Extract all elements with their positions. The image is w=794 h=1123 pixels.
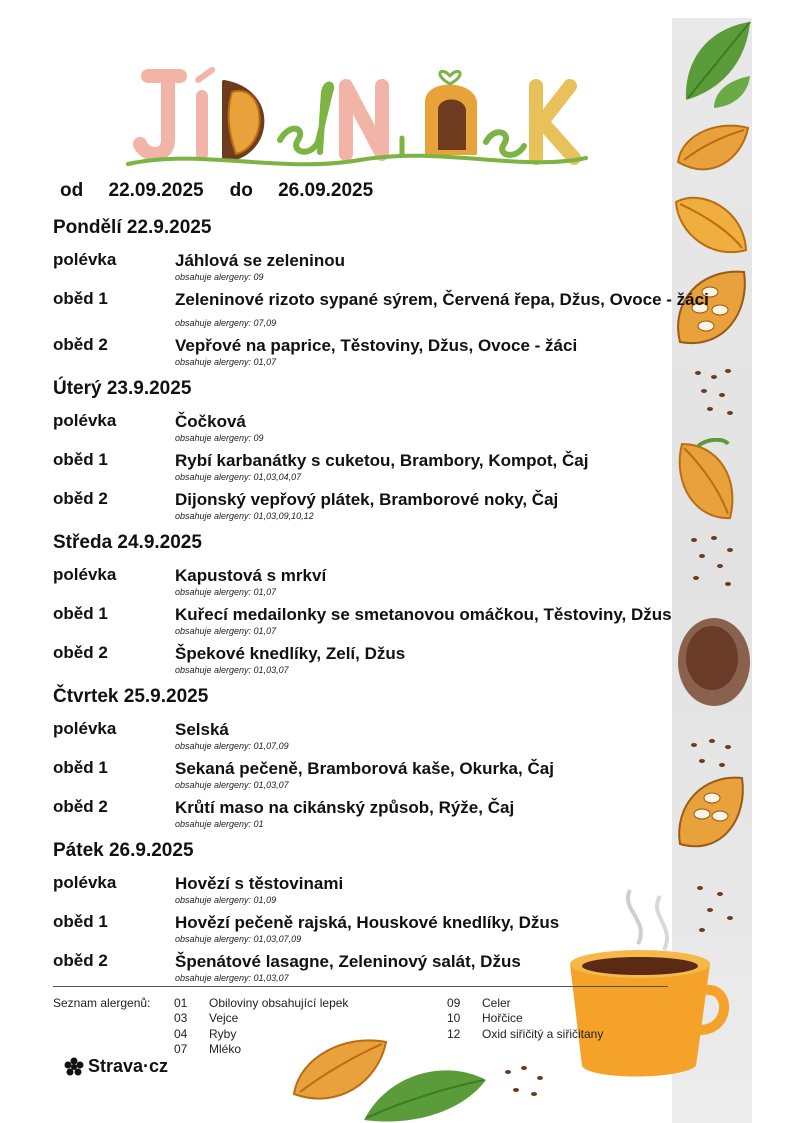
meal-allergens: obsahuje alergeny: 09 (175, 272, 264, 282)
date-to-label: do (229, 180, 253, 201)
strava-brand (64, 1056, 168, 1077)
allergen-name: Mléko (209, 1042, 242, 1056)
meal-type: oběd 2 (53, 951, 108, 970)
meal-body (175, 489, 753, 521)
meal-row (53, 411, 753, 443)
meal-allergens: obsahuje alergeny: 01,03,09,10,12 (175, 511, 314, 521)
meal-name: Jáhlová se zeleninou (175, 251, 346, 270)
decoration-beans-icon (500, 1062, 550, 1102)
meal-allergens: obsahuje alergeny: 01,07 (175, 626, 277, 636)
day-title: Úterý 23.9.2025 (53, 378, 192, 399)
allergen-code: 07 (174, 1042, 188, 1056)
allergen-code: 03 (174, 1011, 188, 1025)
meal-type: oběd 1 (53, 758, 108, 777)
meal-type: oběd 1 (53, 289, 108, 308)
meal-body (175, 565, 753, 597)
meal-type: polévka (53, 250, 117, 269)
meal-allergens: obsahuje alergeny: 01,07 (175, 587, 277, 597)
allergen-name: Ryby (209, 1027, 237, 1041)
day-section (53, 685, 753, 829)
allergen-code: 04 (174, 1027, 188, 1041)
allergen-legend-label: Seznam alergenů: (53, 996, 151, 1010)
day-title: Středa 24.9.2025 (53, 532, 202, 553)
meal-row (53, 951, 753, 983)
allergen-legend-item (174, 1011, 238, 1025)
meal-row (53, 643, 753, 675)
meal-name: Špenátové lasagne, Zeleninový salát, Džus (175, 952, 521, 971)
allergen-legend-item (447, 1011, 523, 1025)
meal-name: Krůtí maso na cikánský způsob, Rýže, Čaj (175, 798, 515, 817)
meal-type: oběd 2 (53, 489, 108, 508)
meal-type: oběd 1 (53, 604, 108, 623)
allergen-name: Obiloviny obsahující lepek (209, 996, 349, 1010)
allergen-name: Oxid siřičitý a siřičitany (482, 1027, 604, 1041)
allergen-name: Celer (482, 996, 511, 1010)
meal-body (175, 604, 753, 636)
meal-row (53, 289, 753, 328)
date-from: 22.09.2025 (108, 180, 204, 201)
allergen-name: Hořčice (482, 1011, 523, 1025)
meal-row (53, 604, 753, 636)
date-to: 26.09.2025 (278, 180, 374, 201)
allergen-legend-item (174, 1042, 241, 1056)
meal-allergens: obsahuje alergeny: 01,03,07 (175, 665, 289, 675)
meal-allergens: obsahuje alergeny: 01,09 (175, 895, 277, 905)
meal-type: oběd 1 (53, 912, 108, 931)
brand-name: Strava·cz (88, 1056, 169, 1076)
meal-row (53, 758, 753, 790)
meal-body (175, 411, 753, 443)
meal-type: polévka (53, 873, 117, 892)
meal-body (175, 335, 753, 367)
meal-name: Čočková (175, 412, 246, 431)
meal-allergens: obsahuje alergeny: 01 (175, 819, 264, 829)
meal-body (175, 643, 753, 675)
meal-name: Vepřové na paprice, Těstoviny, Džus, Ovoce - žáci (175, 336, 578, 355)
meal-body (175, 758, 753, 790)
meal-type: oběd 2 (53, 643, 108, 662)
meal-name: Sekaná pečeně, Bramborová kaše, Okurka, Čaj (175, 759, 554, 778)
meal-name: Špekové knedlíky, Zelí, Džus (175, 644, 406, 663)
menu-list (53, 216, 753, 993)
menu-title-logo (120, 62, 590, 182)
day-section (53, 531, 753, 675)
meal-type: oběd 1 (53, 450, 108, 469)
meal-name: Kapustová s mrkví (175, 566, 327, 585)
meal-body (175, 873, 753, 905)
meal-body (175, 250, 753, 282)
meal-allergens: obsahuje alergeny: 01,03,04,07 (175, 472, 302, 482)
meal-allergens: obsahuje alergeny: 09 (175, 433, 264, 443)
allergen-legend-item (447, 996, 511, 1010)
meal-row (53, 250, 753, 282)
allergen-code: 12 (447, 1027, 461, 1041)
allergen-legend-item (447, 1027, 603, 1041)
meal-name: Kuřecí medailonky se smetanovou omáčkou, Těstoviny, Džus (175, 605, 672, 624)
allergen-code: 01 (174, 996, 188, 1010)
meal-row (53, 873, 753, 905)
meal-name: Hovězí pečeně rajská, Houskové knedlíky, Džus (175, 913, 560, 932)
decoration-leaf-icon (710, 72, 752, 112)
meal-allergens: obsahuje alergeny: 01,03,07,09 (175, 934, 302, 944)
allergen-code: 09 (447, 996, 461, 1010)
meal-type: oběd 2 (53, 797, 108, 816)
meal-name: Selská (175, 720, 229, 739)
date-range (60, 180, 393, 202)
divider (53, 986, 668, 987)
meal-allergens: obsahuje alergeny: 07,09 (175, 318, 277, 328)
day-title: Pátek 26.9.2025 (53, 840, 194, 861)
day-section (53, 839, 753, 983)
meal-allergens: obsahuje alergeny: 01,07,09 (175, 741, 289, 751)
meal-row (53, 797, 753, 829)
allergen-name: Vejce (209, 1011, 239, 1025)
meal-body (175, 719, 753, 751)
meal-body (175, 912, 753, 944)
meal-body (175, 797, 753, 829)
meal-name: Zeleninové rizoto sypané sýrem, Červená řepa, Džus, Ovoce - žáci (175, 290, 709, 309)
meal-allergens: obsahuje alergeny: 01,07 (175, 357, 277, 367)
meal-name: Rybí karbanátky s cuketou, Brambory, Kompot, Čaj (175, 451, 589, 470)
date-from-label: od (60, 180, 84, 201)
meal-row (53, 489, 753, 521)
meal-name: Hovězí s těstovinami (175, 874, 344, 893)
meal-type: polévka (53, 565, 117, 584)
meal-row (53, 450, 753, 482)
meal-type: polévka (53, 411, 117, 430)
meal-allergens: obsahuje alergeny: 01,03,07 (175, 973, 289, 983)
meal-allergens: obsahuje alergeny: 01,03,07 (175, 780, 289, 790)
meal-row (53, 335, 753, 367)
day-section (53, 377, 753, 521)
meal-name: Dijonský vepřový plátek, Bramborové noky, Čaj (175, 490, 559, 509)
day-title: Pondělí 22.9.2025 (53, 217, 212, 238)
meal-body (175, 450, 753, 482)
meal-body (175, 289, 753, 328)
allergen-legend-item (174, 1027, 236, 1041)
meal-type: polévka (53, 719, 117, 738)
allergen-code: 10 (447, 1011, 461, 1025)
meal-row (53, 912, 753, 944)
decoration-almond-icon (672, 118, 752, 188)
meal-body (175, 951, 753, 983)
day-title: Čtvrtek 25.9.2025 (53, 686, 209, 707)
day-section (53, 216, 753, 367)
decoration-leaf-icon (360, 1060, 490, 1123)
meal-row (53, 565, 753, 597)
strava-logo-icon (64, 1057, 84, 1077)
allergen-legend-item (174, 996, 348, 1010)
meal-row (53, 719, 753, 751)
meal-type: oběd 2 (53, 335, 108, 354)
